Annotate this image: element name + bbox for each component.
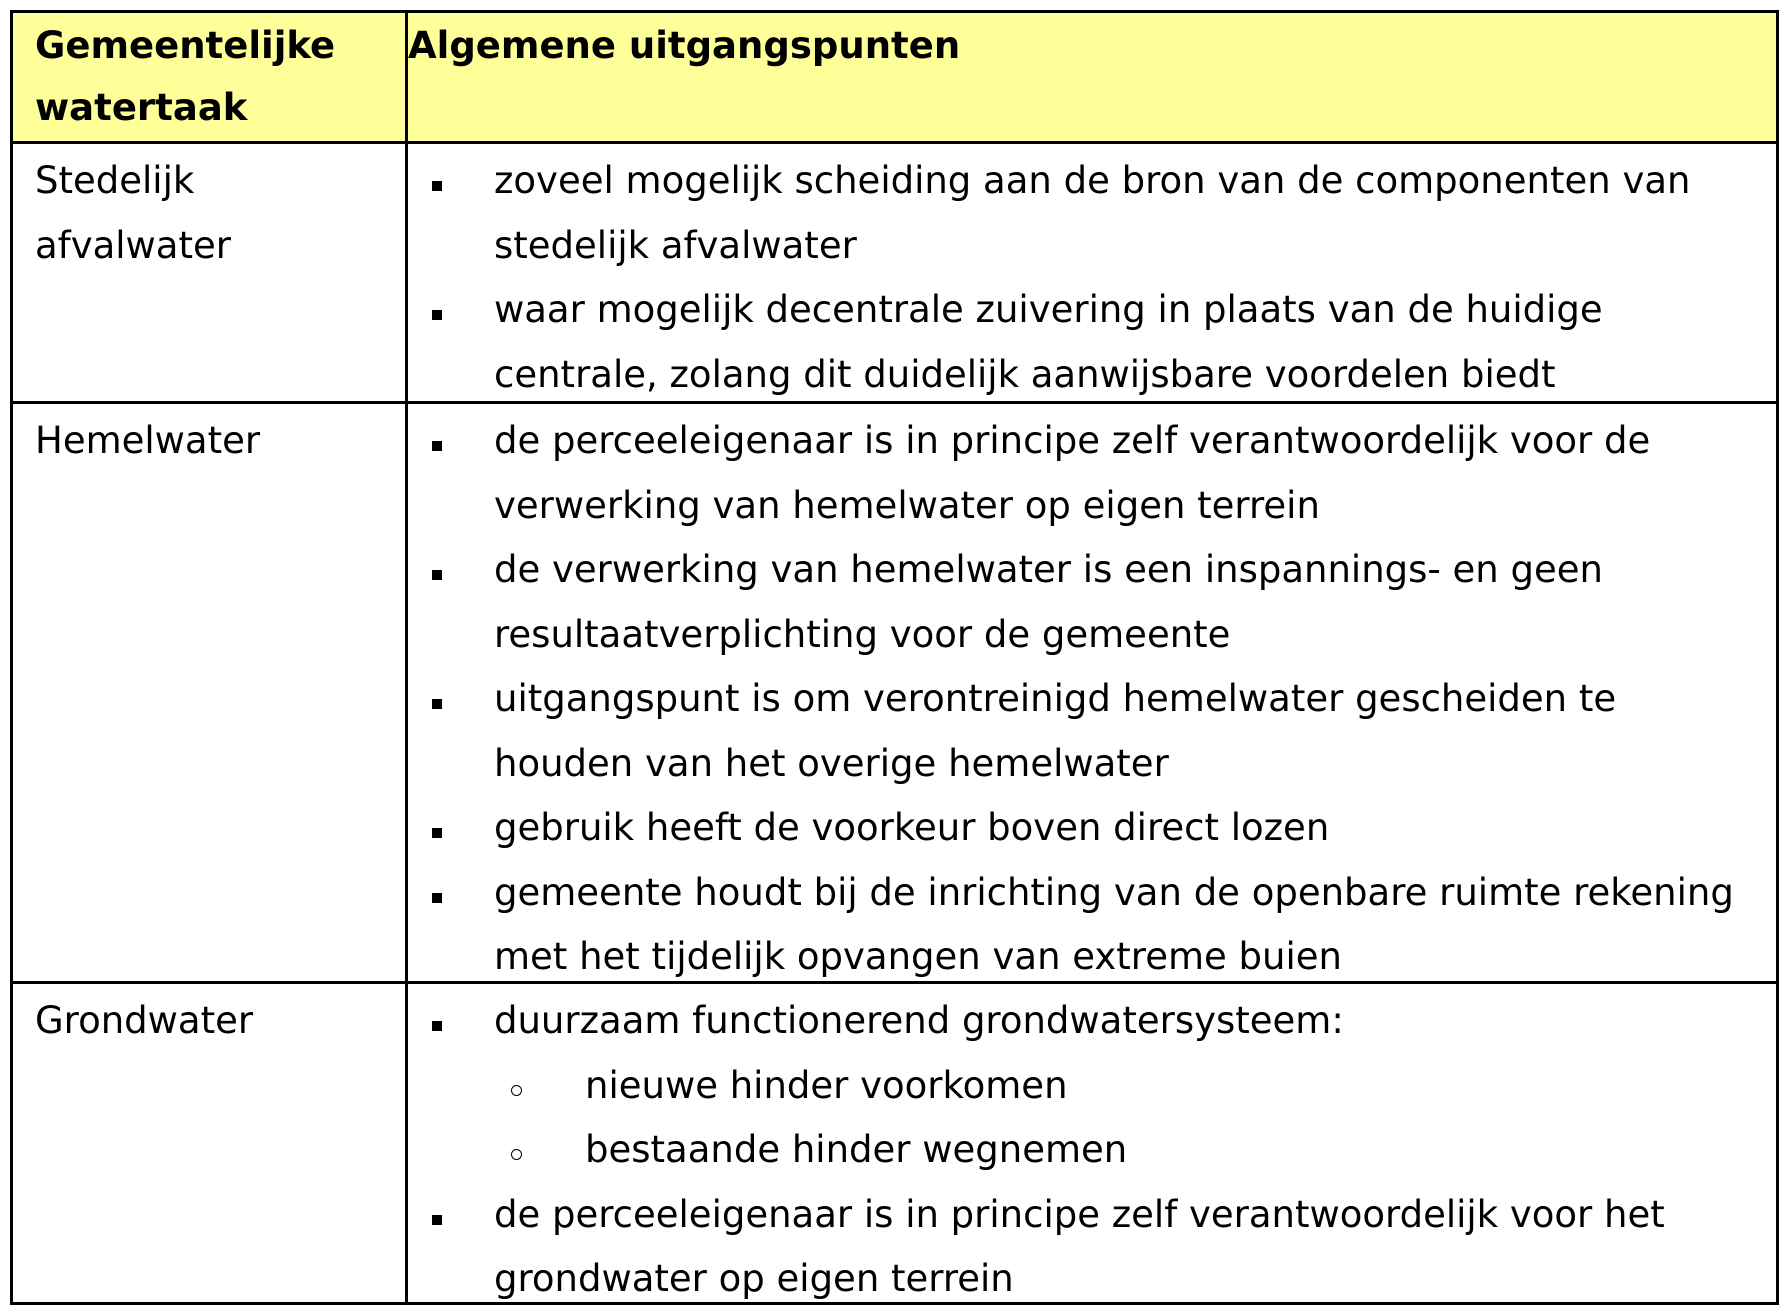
task-label-line1: Hemelwater: [35, 419, 261, 462]
list-item: [408, 796, 1776, 861]
square-bullet-icon: [432, 828, 442, 838]
item-text-line1: de perceeleigenaar is in principe zelf verantwoordelijk voor de: [494, 419, 1651, 462]
list-item: [408, 1183, 1776, 1312]
item-text-line1: gemeente houdt bij de inrichting van de openbare ruimte rekening: [494, 870, 1734, 914]
sub-item-text: nieuwe hinder voorkomen: [585, 1063, 1068, 1107]
task-cell: [35, 404, 395, 474]
square-bullet-icon: [432, 1215, 442, 1225]
list-item: [408, 667, 1776, 796]
task-label-line2: afvalwater: [35, 223, 231, 267]
square-bullet-icon: [432, 181, 442, 191]
square-bullet-icon: [432, 1021, 442, 1031]
task-cell: [35, 144, 395, 278]
item-text-line2: verwerking van hemelwater op eigen terrein: [494, 483, 1320, 527]
square-bullet-icon: [432, 570, 442, 580]
item-text-line2: resultaatverplichting voor de gemeente: [494, 612, 1231, 656]
list-item: [408, 149, 1776, 278]
item-text-line1: de verwerking van hemelwater is een inspannings- en geen: [494, 548, 1603, 591]
item-text-line1: zoveel mogelijk scheiding aan de bron van de componenten van: [494, 159, 1691, 202]
table-row-grondwater: [13, 984, 1776, 1302]
item-text-line2: houden van het overige hemelwater: [494, 741, 1169, 785]
table-row-hemelwater: [13, 404, 1776, 984]
header-cell-task: [35, 13, 395, 139]
task-cell: [35, 984, 395, 1054]
circle-bullet-icon: [511, 1149, 522, 1160]
item-text-line2: met het tijdelijk opvangen van extreme buien: [494, 935, 1342, 978]
square-bullet-icon: [432, 310, 442, 320]
table-header-row: [13, 13, 1776, 144]
header-task-line2: watertaak: [35, 86, 248, 129]
sub-list-item: [408, 1054, 1776, 1119]
header-principles: Algemene uitgangspunten: [408, 24, 961, 67]
list-item: [408, 278, 1776, 407]
principles-cell: [408, 984, 1776, 1312]
item-text-line1: gebruik heeft de voorkeur boven direct lozen: [494, 806, 1330, 849]
list-item: [408, 861, 1776, 990]
square-bullet-icon: [432, 441, 442, 451]
principles-cell: [408, 144, 1776, 407]
item-text-line2: grondwater op eigen terrein: [494, 1257, 1014, 1300]
item-text-line1: waar mogelijk decentrale zuivering in plaats van de huidige: [494, 288, 1603, 331]
column-divider: [405, 13, 408, 1302]
sub-item-text: bestaande hinder wegnemen: [585, 1128, 1128, 1171]
task-label-line1: Grondwater: [35, 999, 254, 1042]
item-text-line1: uitgangspunt is om verontreinigd hemelwater gescheiden te: [494, 677, 1617, 720]
header-task-line1: Gemeentelijke: [35, 24, 336, 67]
principles-cell: [408, 404, 1776, 990]
header-cell-principles: [408, 13, 1776, 77]
task-label-line1: Stedelijk: [35, 159, 195, 202]
circle-bullet-icon: [511, 1085, 522, 1096]
item-text-line2: centrale, zolang dit duidelijk aanwijsbare voordelen biedt: [494, 352, 1556, 396]
square-bullet-icon: [432, 893, 442, 903]
item-text-line1: duurzaam functionerend grondwatersysteem:: [494, 999, 1344, 1042]
item-text-line2: stedelijk afvalwater: [494, 223, 857, 267]
table-row-stedelijk-afvalwater: [13, 144, 1776, 404]
list-item: [408, 409, 1776, 538]
list-item: [408, 538, 1776, 667]
list-item: [408, 989, 1776, 1054]
water-tasks-table: [10, 10, 1779, 1305]
sub-list-item: [408, 1118, 1776, 1183]
item-text-line1: de perceeleigenaar is in principe zelf verantwoordelijk voor het: [494, 1192, 1665, 1236]
square-bullet-icon: [432, 699, 442, 709]
